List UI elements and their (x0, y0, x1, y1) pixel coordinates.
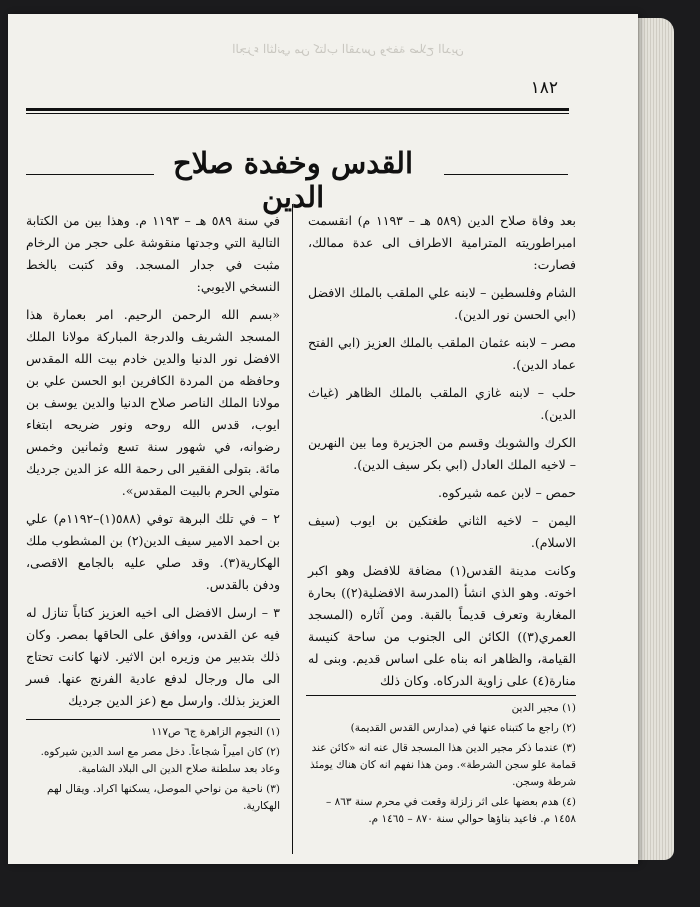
left-footnotes (26, 724, 280, 818)
paragraph: الكرك والشوبك وقسم من الجزيرة وما بين النهرين – لاخيه الملك العادل (ابي بكر سيف الدين). (308, 435, 576, 472)
footnote: (٤) هدم بعضها على اثر زلزلة وقعت في محرم سنة ٨٦٣ – ١٤٥٨ م. فاعيد بناؤها حوالي سنة ٨٧٠ – ١٤٦٥ م. (326, 796, 576, 825)
paragraph: وكانت مدينة القدس(١) مضافة للافضل وهو اكبر اخوته. وهو الذي انشأ (المدرسة الافضلية(٢)) بحارة المغاربة وتعرف قديماً بالقبة. ومن آثاره (المسجد العمري(٣)) الكائن الى الجنوب من ساحة كنيسة القيامة، والظاهر انه بناه على اساس قديم. وبنى له منارة(٤) على زاوية الدركاه. وكان ذلك (308, 563, 576, 688)
left-column (26, 210, 280, 718)
header-rule (26, 108, 569, 114)
paragraph: ٢ – في تلك البرهة توفي (٥٨٨(١)–١١٩٢م) علي بن احمد الامير سيف الدين(٢) بن المشطوب ملك الهكارية(٣). وقد صلي عليه بالجامع الاقصى، ودفن بالقدس. (26, 511, 280, 592)
title-rule-left (26, 174, 154, 175)
right-footnotes (308, 700, 576, 831)
paragraph: الشام وفلسطين – لابنه علي الملقب بالملك الافضل (ابي الحسن نور الدين). (308, 285, 576, 322)
paragraph: حمص – لابن عمه شيركوه. (438, 485, 576, 500)
title-rule-right (444, 174, 568, 175)
book-page (8, 14, 638, 864)
footnote-rule-right (306, 695, 576, 696)
paragraph: ٣ – ارسل الافضل الى اخيه العزيز كتاباً تنازل له فيه عن القدس، ووافق على الحاقها بمصر. وكان ذلك بتدبير من وزيره ابن الاثير. لانها كانت تحتاج الى مال ورجال لدفع عادية الفرنج عنها. فسر العزيز بذلك. وارسل مع (عز الدين جرديك (26, 605, 280, 708)
footnote: (١) مجير الدين (511, 702, 576, 714)
footnote: (٢) راجع ما كتبناه عنها في (مدارس القدس القديمة) (350, 722, 576, 734)
footnote: (٣) عندما ذكر مجير الدين هذا المسجد قال عنه انه «كائن عند قمامة علو سجن الشرطة». ومن هذا نفهم انه كان هناك يومئذ شرطة وسجن. (310, 742, 576, 788)
paragraph: اليمن – لاخيه الثاني طغتكين بن ايوب (سيف الاسلام). (308, 513, 576, 550)
footnote-rule-left (26, 719, 280, 720)
inscription-paragraph: «بسم الله الرحمن الرحيم. امر بعمارة هذا المسجد الشريف والدرجة المباركة مولانا الملك الافضل نور الدنيا والدين خادم بيت الله المقدس وحافظه من المردة الكافرين ابو الحسن علي بن مولانا الملك الناصر صلاح الدنيا والدين يوسف بن ايوب، قدس الله روحه ونور ضريحه ابتغاء رضوانه، في شهور سنة تسع وثمانين وخمس مائة. بتولى الفقير الى رحمة الله عز الدين جرديك متولي الحرم بالبيت المقدس». (26, 307, 280, 498)
footnote: (٢) كان اميراً شجاعاً. دخل مصر مع اسد الدين شيركوه. وعاد بعد سلطنة صلاح الدين الى البلاد الشامية. (40, 746, 280, 775)
paragraph: في سنة ٥٨٩ هـ – ١١٩٣ م. وهذا بين من الكتابة التالية التي وجدتها منقوشة على حجر من الرخام مثبت في جدار المسجد. وقد كتبت بالخط النسخي الايوبي: (26, 213, 280, 294)
column-divider (292, 204, 293, 854)
bleed-through-text: الجزء الثاني من كتاب القدس وخفة صلاح الدين (232, 42, 464, 56)
paragraph: حلب – لابنه غازي الملقب بالملك الظاهر (غياث الدين). (308, 385, 576, 422)
page-number: ١٨٢ (530, 78, 558, 98)
footnote: (١) النجوم الزاهرة ج٦ ص١١٧ (151, 726, 280, 738)
footnote: (٣) ناحية من نواحي الموصل، يسكنها اكراد. ويقال لهم الهكارية. (46, 783, 280, 812)
paragraph: بعد وفاة صلاح الدين (٥٨٩ هـ – ١١٩٣ م) انقسمت امبراطوريته المترامية الاطراف الى عدة ممالك، فصارت: (308, 213, 576, 272)
chapter-title: القدس وخفدة صلاح الدين (172, 146, 414, 214)
right-column (308, 210, 576, 698)
paragraph: مصر – لابنه عثمان الملقب بالملك العزيز (ابي الفتح عماد الدين). (308, 335, 576, 372)
